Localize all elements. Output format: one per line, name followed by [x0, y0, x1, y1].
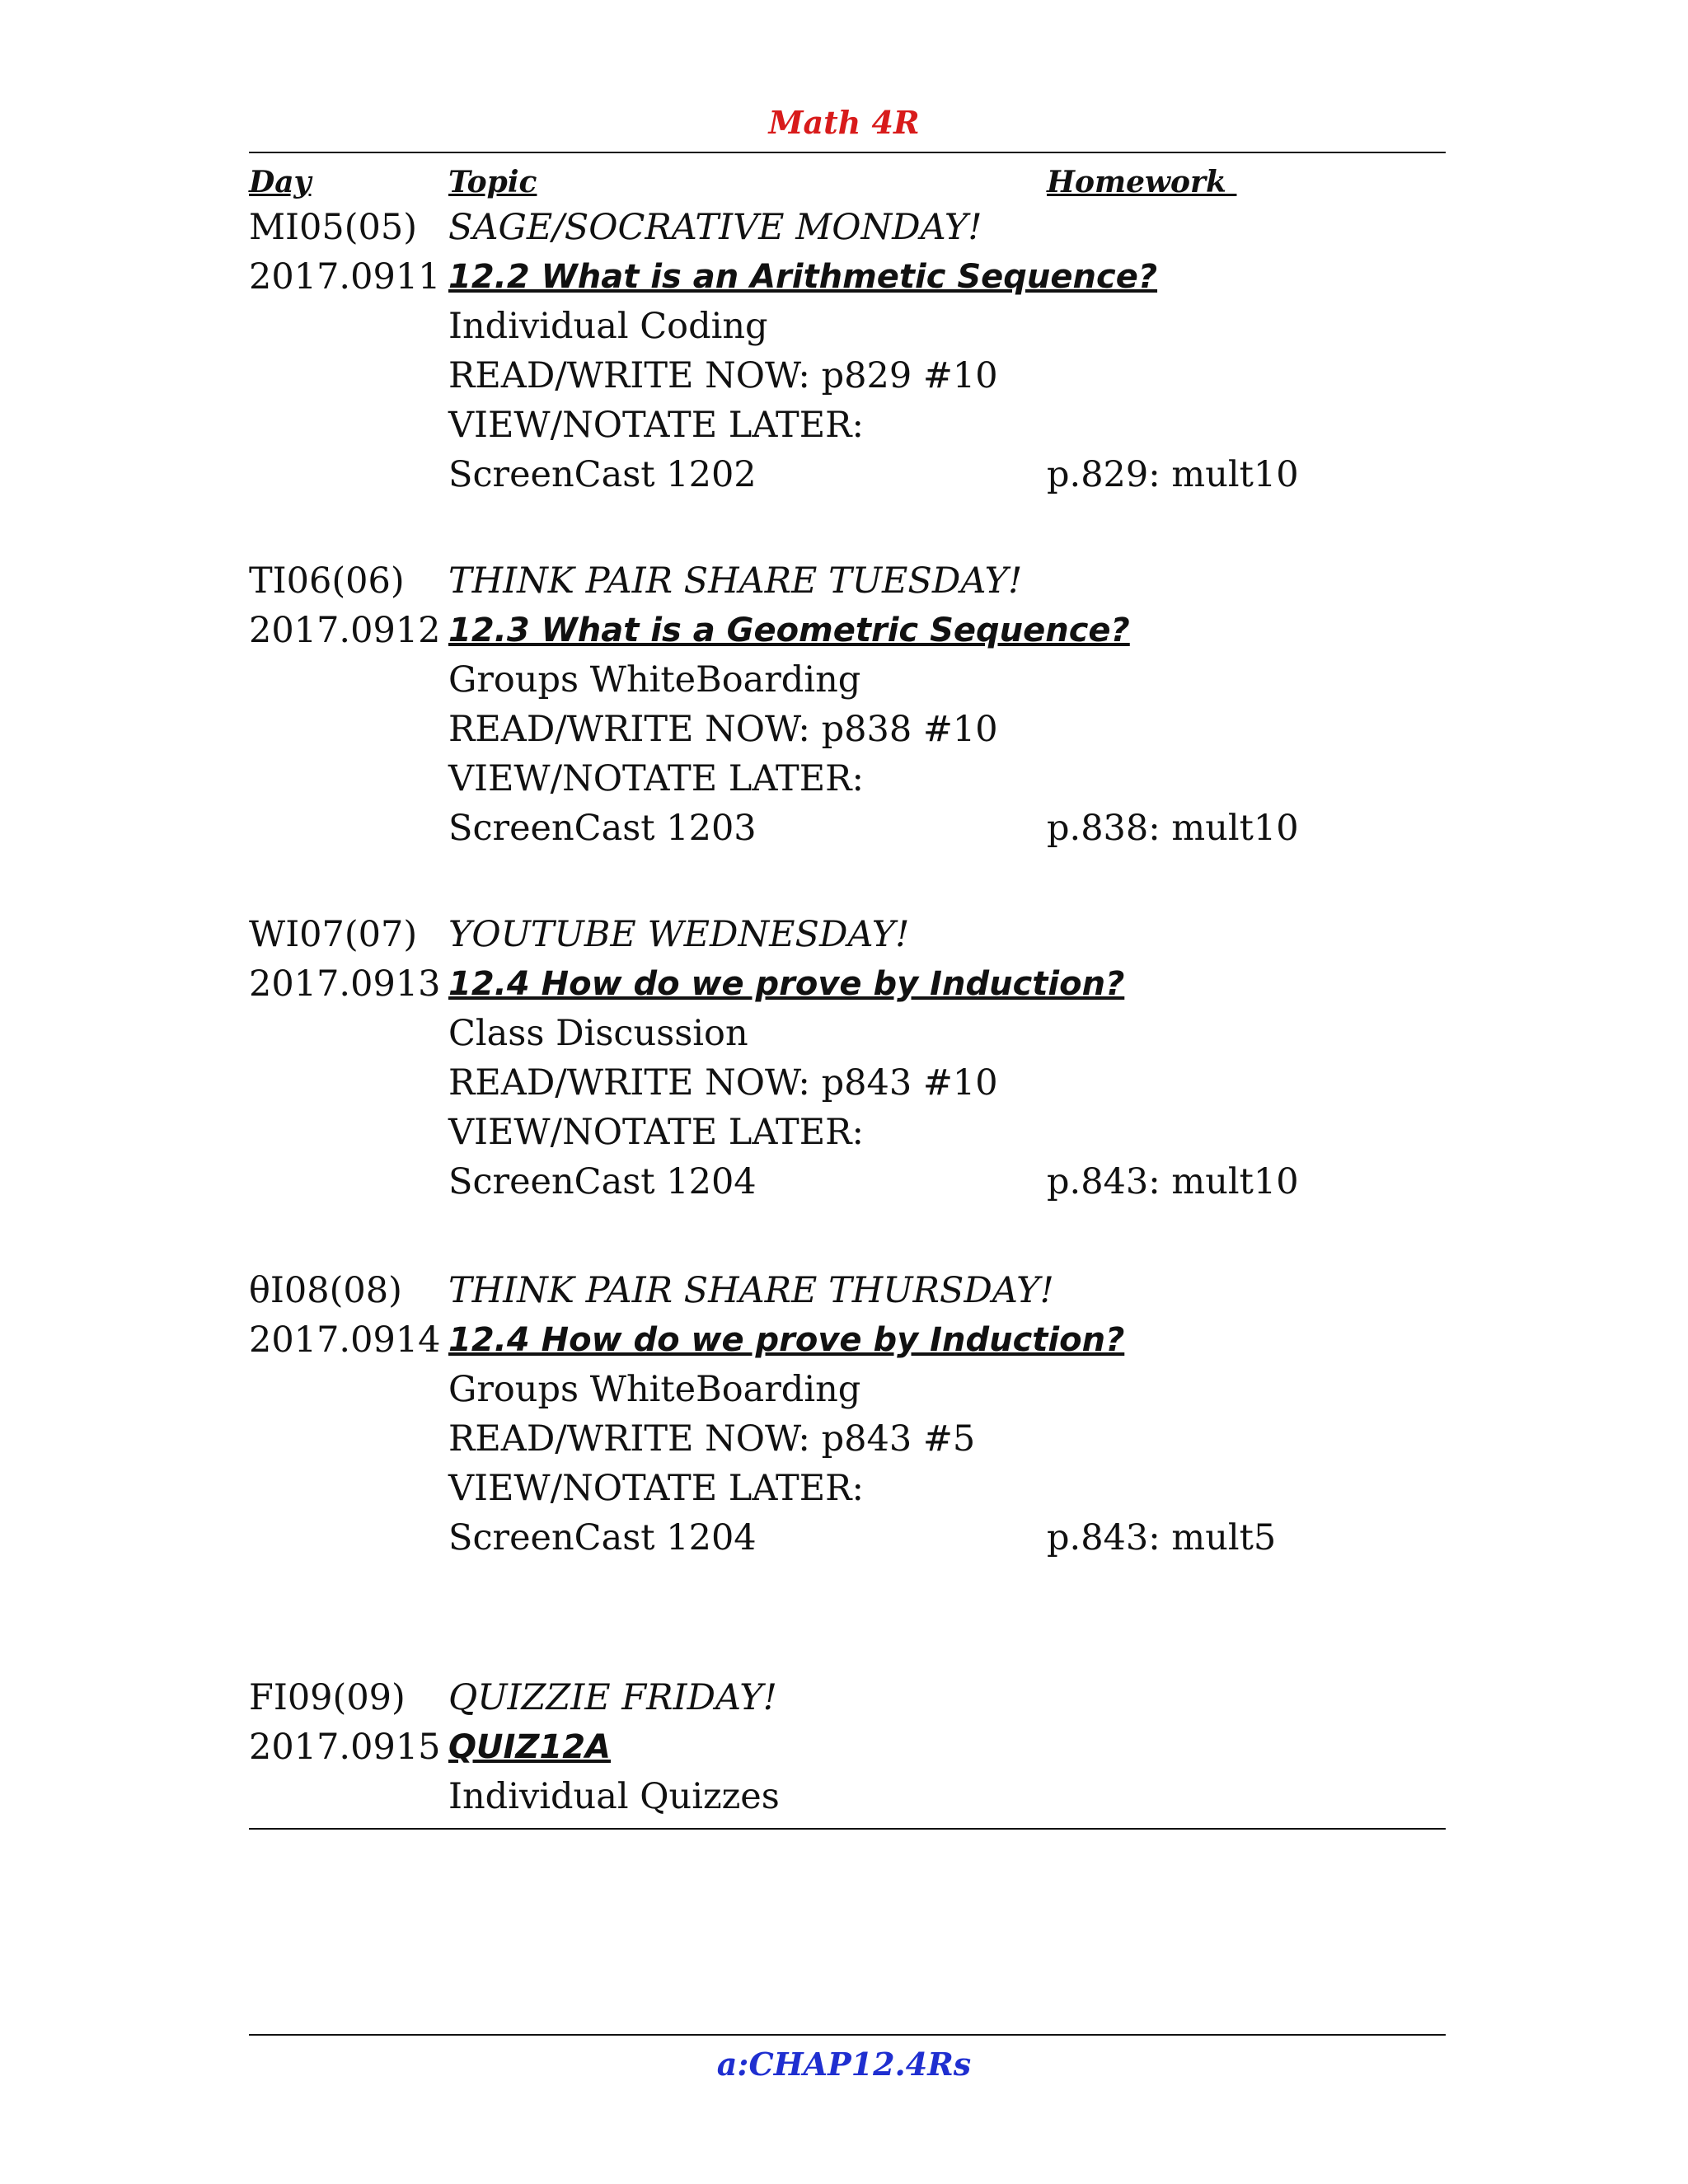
day-code: FI09(09)	[249, 1677, 406, 1718]
activity: Class Discussion	[448, 1013, 748, 1054]
read-write-assignment: READ/WRITE NOW: p843 #10	[448, 1062, 998, 1104]
screencast: ScreenCast 1204	[448, 1161, 757, 1202]
page-title: Math 4R	[768, 104, 920, 141]
day-date: 2017.0912	[249, 610, 441, 651]
view-notate-label: VIEW/NOTATE LATER:	[448, 758, 864, 799]
schedule-entry-thursday	[0, 1266, 1688, 1563]
day-code: WI07(07)	[249, 914, 418, 955]
screencast: ScreenCast 1202	[448, 454, 757, 495]
day-date: 2017.0913	[249, 963, 441, 1005]
homework: p.843: mult5	[1047, 1517, 1277, 1558]
homework: p.838: mult10	[1047, 808, 1299, 849]
lesson-title: 12.4 How do we prove by Induction?	[448, 1321, 1125, 1359]
day-theme: YOUTUBE WEDNESDAY!	[448, 914, 910, 955]
view-notate-label: VIEW/NOTATE LATER:	[448, 1112, 864, 1153]
column-header-day: Day	[249, 165, 312, 199]
day-theme: SAGE/SOCRATIVE MONDAY!	[448, 207, 982, 248]
read-write-assignment: READ/WRITE NOW: p843 #5	[448, 1418, 976, 1460]
activity: Groups WhiteBoarding	[448, 659, 861, 701]
day-theme: THINK PAIR SHARE TUESDAY!	[448, 560, 1023, 602]
column-header-homework: Homework	[1047, 165, 1237, 199]
day-theme: THINK PAIR SHARE THURSDAY!	[448, 1270, 1054, 1311]
activity: Groups WhiteBoarding	[448, 1369, 861, 1410]
schedule-entry-wednesday	[0, 910, 1688, 1207]
day-date: 2017.0911	[249, 256, 441, 298]
day-code: MI05(05)	[249, 207, 417, 248]
read-write-assignment: READ/WRITE NOW: p838 #10	[448, 709, 998, 750]
column-header-topic: Topic	[448, 165, 537, 199]
day-code: θI08(08)	[249, 1270, 402, 1311]
screencast: ScreenCast 1203	[448, 808, 757, 849]
lesson-title: 12.4 How do we prove by Induction?	[448, 965, 1125, 1003]
lesson-title: 12.3 What is a Geometric Sequence?	[448, 612, 1130, 649]
schedule-entry-tuesday	[0, 556, 1688, 853]
schedule-entry-friday	[0, 1673, 1688, 1821]
schedule-entry-monday	[0, 203, 1688, 499]
day-theme: QUIZZIE FRIDAY!	[448, 1677, 777, 1718]
day-code: TI06(06)	[249, 560, 405, 602]
homework: p.829: mult10	[1047, 454, 1299, 495]
screencast: ScreenCast 1204	[448, 1517, 757, 1558]
day-date: 2017.0914	[249, 1319, 441, 1361]
activity: Individual Quizzes	[448, 1776, 780, 1817]
lesson-title: QUIZ12A	[448, 1728, 611, 1766]
top-rule	[249, 152, 1446, 153]
bottom-rule	[249, 1828, 1446, 1830]
lesson-title: 12.2 What is an Arithmetic Sequence?	[448, 258, 1158, 296]
activity: Individual Coding	[448, 306, 768, 347]
footer-file-code: a:CHAP12.4Rs	[716, 2046, 972, 2083]
view-notate-label: VIEW/NOTATE LATER:	[448, 405, 864, 446]
view-notate-label: VIEW/NOTATE LATER:	[448, 1468, 864, 1509]
homework: p.843: mult10	[1047, 1161, 1299, 1202]
column-header-row	[0, 162, 1688, 203]
footer-rule	[249, 2034, 1446, 2036]
read-write-assignment: READ/WRITE NOW: p829 #10	[448, 355, 998, 396]
day-date: 2017.0915	[249, 1727, 441, 1768]
